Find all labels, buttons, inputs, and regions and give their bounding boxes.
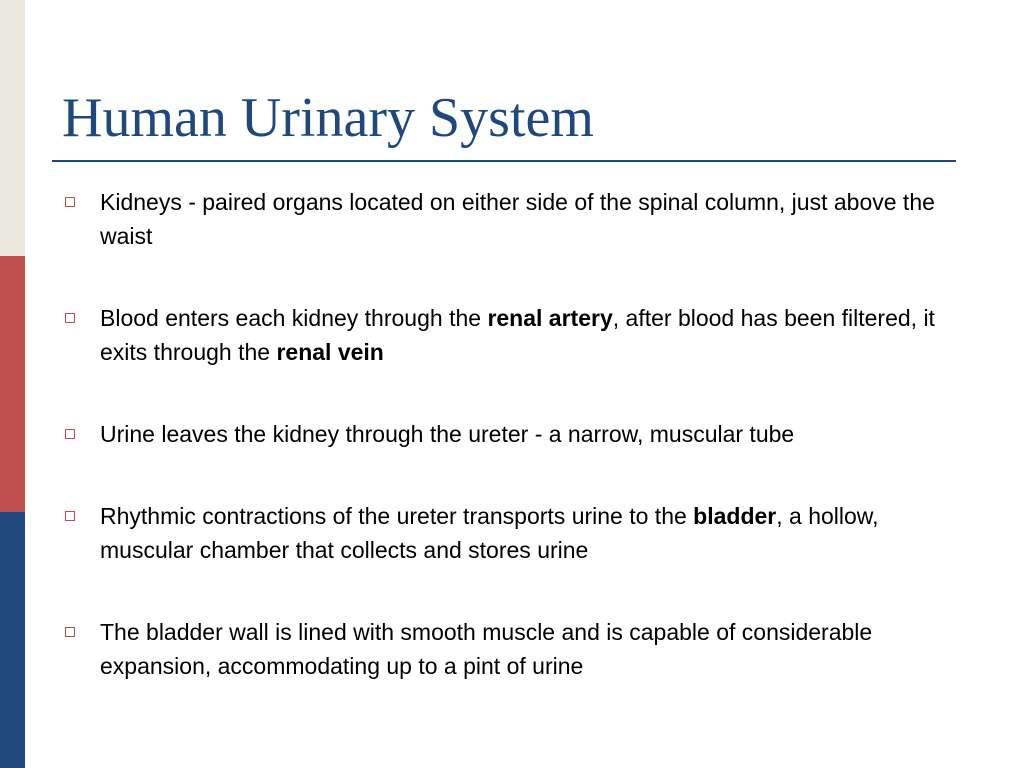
bullet-text: Blood enters each kidney through the [100,305,488,331]
bullet-item-bladder-wall [62,615,967,683]
bold-term-renal-artery: renal artery [487,305,613,331]
bullet-item-kidneys [62,185,967,253]
bullet-item-blood-flow [62,301,967,369]
bold-term-bladder: bladder [693,503,777,529]
square-bullet-icon [65,429,75,439]
bullet-list [62,185,967,731]
square-bullet-icon [65,313,75,323]
bold-term-renal-vein: renal vein [276,339,384,365]
square-bullet-icon [65,511,75,521]
sidebar-accent-middle [0,256,25,512]
bullet-text: Rhythmic contractions of the ureter transports urine to the [100,503,694,529]
bullet-text: Kidneys - paired organs located on either side of the spinal column, just above the waist [100,189,935,249]
square-bullet-icon [65,197,75,207]
bullet-text: Urine leaves the kidney through the ureter - a narrow, muscular tube [100,421,795,447]
square-bullet-icon [65,627,75,637]
slide-title: Human Urinary System [62,87,594,149]
bullet-item-ureter [62,417,967,451]
sidebar-accent-bottom [0,512,25,768]
bullet-text: The bladder wall is lined with smooth muscle and is capable of considerable expansion, accommodating up to a pint of urine [100,619,873,679]
sidebar-accent-top [0,0,25,256]
bullet-text: , a hollow, muscular chamber that collects and stores urine [100,503,879,563]
bullet-item-contractions [62,499,967,567]
bullet-text: , after blood has been filtered, it exits through the [100,305,935,365]
title-divider [52,160,956,162]
